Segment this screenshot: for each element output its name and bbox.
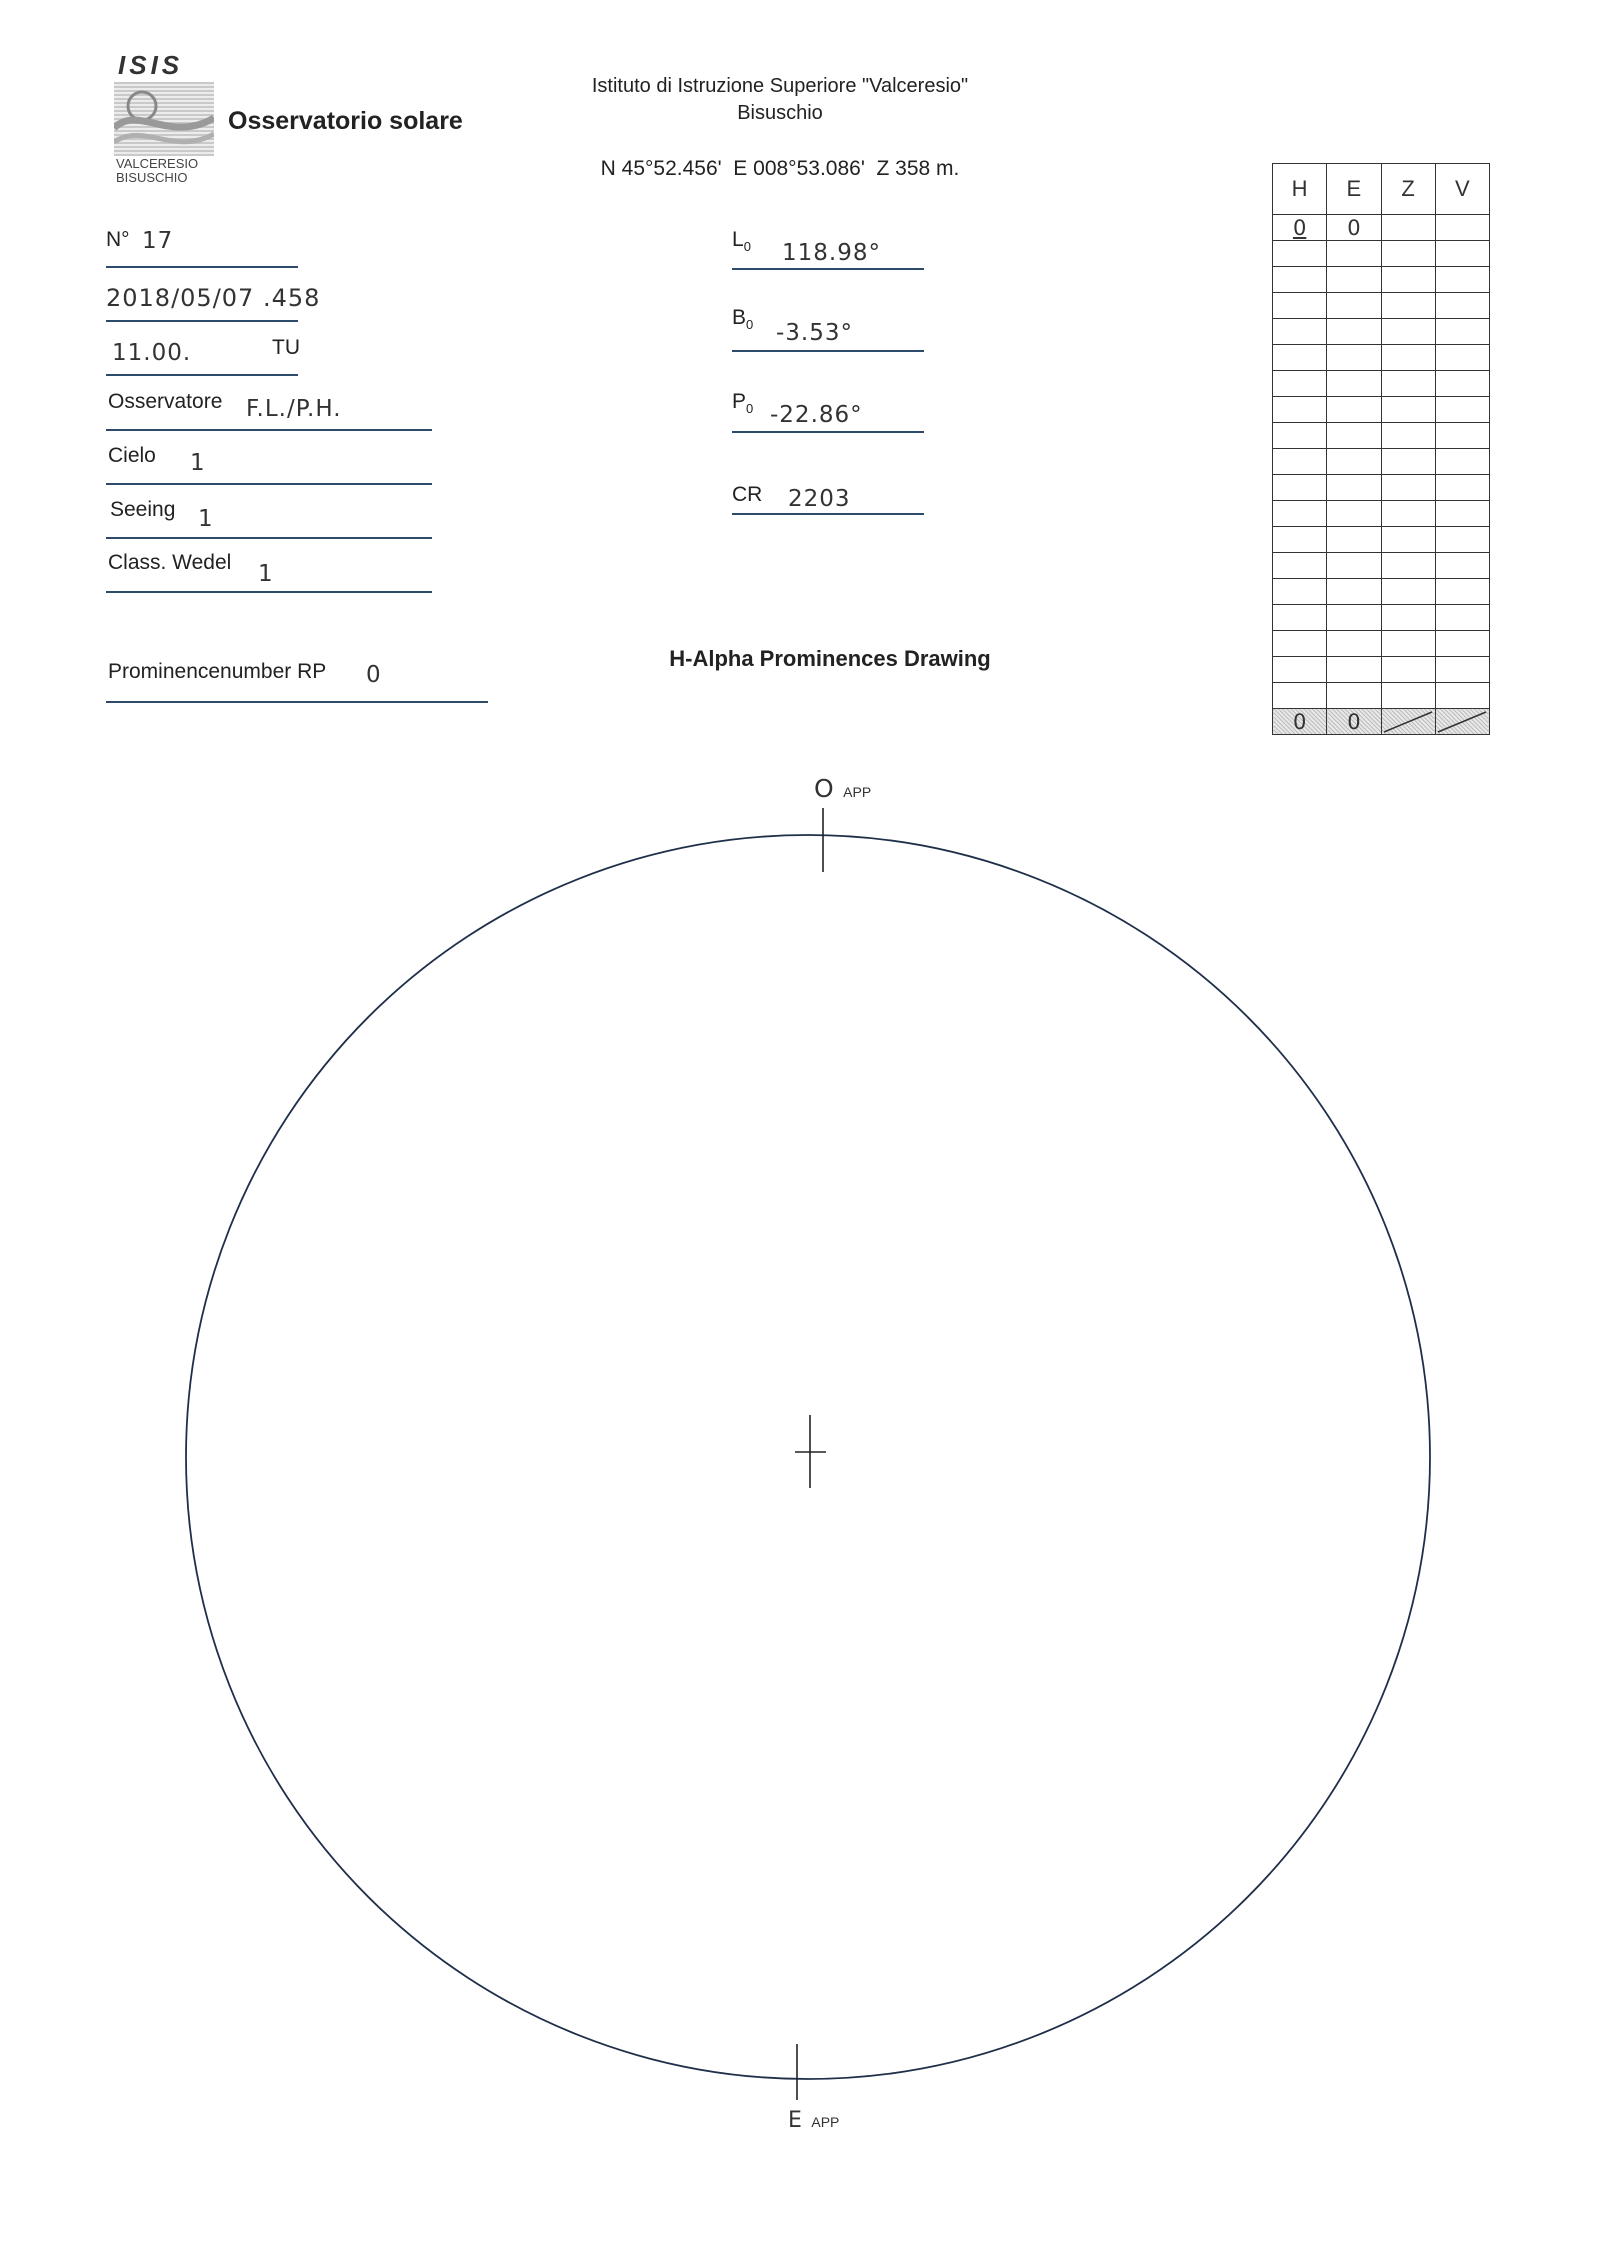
institute-name: Istituto di Istruzione Superiore "Valceresio" <box>591 75 969 97</box>
observer-value: F.L./P.H. <box>246 396 342 422</box>
p0-subscript: 0 <box>746 401 754 417</box>
l0-letter: L <box>732 228 744 251</box>
station-coordinates: N 45°52.456' E 008°53.086' Z 358 m. <box>600 157 960 180</box>
logo-text-bisuschio: BISUSCHIO <box>116 170 188 185</box>
drawing-title: H-Alpha Prominences Drawing <box>669 646 991 671</box>
p0-letter: P <box>732 390 747 413</box>
tally-header-e: E <box>1327 164 1381 215</box>
time-value: 11.00. <box>112 340 192 366</box>
p0-value: -22.86° <box>770 402 863 428</box>
logo-text-valceresio: VALCERESIO <box>116 156 199 171</box>
l0-value: 118.98° <box>782 240 881 266</box>
wedel-label: Class. Wedel <box>108 551 232 574</box>
observer-label: Osservatore <box>108 390 223 413</box>
west-marker-label <box>814 774 871 803</box>
observatory-title: Osservatorio solare <box>228 107 463 135</box>
cr-label: CR <box>732 483 763 506</box>
b0-value: -3.53° <box>776 320 854 346</box>
solar-disk-outline <box>186 835 1430 2079</box>
tally-header-z: Z <box>1381 164 1435 215</box>
institute-town: Bisuschio <box>737 102 823 124</box>
west-app-suffix: APP <box>843 784 872 800</box>
date-value: 2018/05/07 .458 <box>106 284 321 312</box>
east-marker-label <box>788 2108 839 2133</box>
number-value: 17 <box>142 228 174 254</box>
seeing-label: Seeing <box>110 498 176 521</box>
tally-cell-e: 0 <box>1327 215 1381 241</box>
east-letter: E <box>788 2108 803 2133</box>
time-unit: TU <box>272 336 300 359</box>
east-app-suffix: APP <box>811 2114 840 2130</box>
tally-header-h: H <box>1273 164 1327 215</box>
rp-value: 0 <box>366 662 382 688</box>
logo-mark: ISIS <box>118 50 184 80</box>
rp-label: Prominencenumber RP <box>108 660 327 683</box>
b0-letter: B <box>732 306 747 329</box>
number-label: N° <box>106 228 130 251</box>
wedel-value: 1 <box>258 561 274 587</box>
cr-value: 2203 <box>788 486 851 512</box>
tally-total-e: 0 <box>1327 709 1381 735</box>
b0-subscript: 0 <box>746 317 754 333</box>
west-letter: O <box>814 774 835 803</box>
sky-label: Cielo <box>108 444 156 467</box>
sky-value: 1 <box>190 450 206 476</box>
tally-cell-h: 0 <box>1273 215 1327 241</box>
seeing-value: 1 <box>198 506 214 532</box>
tally-total-h: 0 <box>1273 709 1327 735</box>
tally-header-v: V <box>1435 164 1489 215</box>
l0-subscript: 0 <box>743 239 751 255</box>
